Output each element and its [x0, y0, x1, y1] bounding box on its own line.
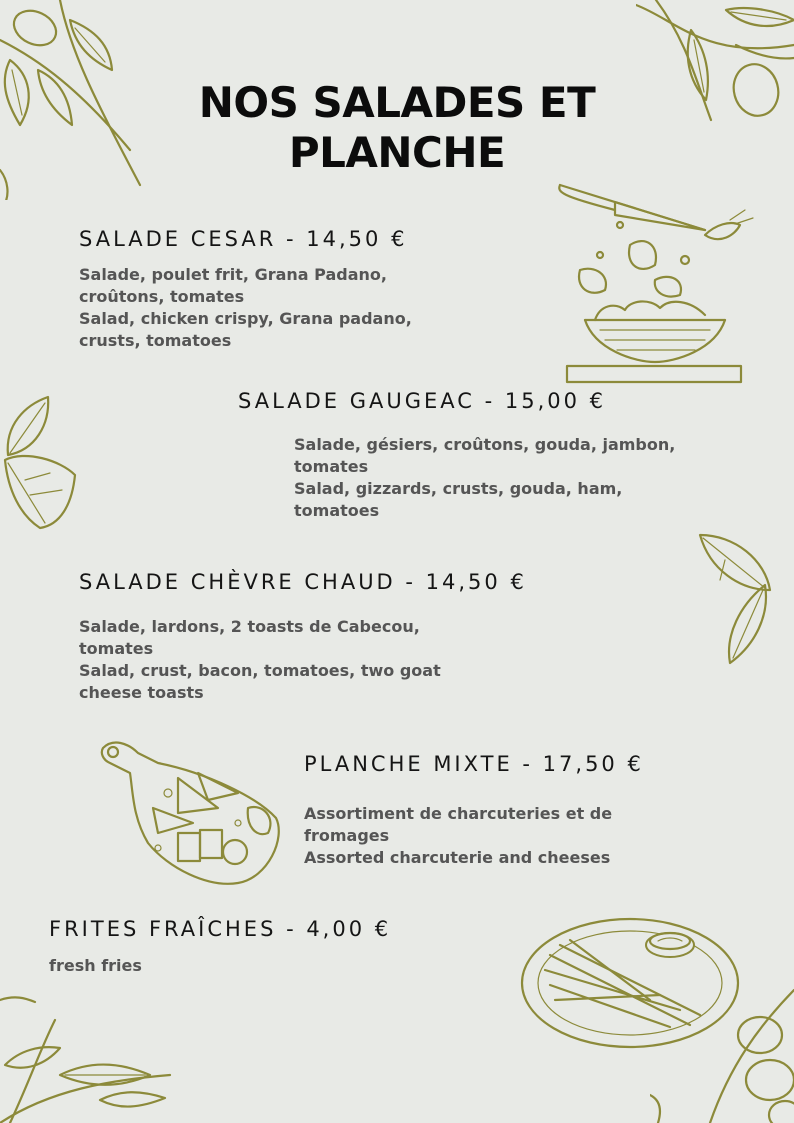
fries-plate-icon: [520, 915, 742, 1050]
desc-line: croûtons, tomates: [79, 287, 245, 306]
desc-line: crusts, tomatoes: [79, 331, 232, 350]
desc-line: Salad, gizzards, crusts, gouda, ham,: [294, 479, 623, 498]
desc-line: Assortiment de charcuteries et de: [304, 804, 613, 823]
title-line-1: NOS SALADES ET: [198, 78, 596, 127]
desc-line: Salade, gésiers, croûtons, gouda, jambon,: [294, 435, 676, 454]
desc-line: fromages: [304, 826, 390, 845]
menu-item-description: [79, 264, 412, 352]
salad-bowl-icon: [555, 180, 760, 390]
desc-line: cheese toasts: [79, 683, 204, 702]
menu-item-title: FRITES FRAÎCHES - 4,00 €: [49, 917, 392, 941]
desc-line: Salade, poulet frit, Grana Padano,: [79, 265, 387, 284]
desc-line: Salad, chicken crispy, Grana padano,: [79, 309, 412, 328]
menu-item-title: SALADE CHÈVRE CHAUD - 14,50 €: [79, 570, 527, 594]
desc-line: tomatoes: [294, 501, 380, 520]
page-title: [0, 78, 794, 178]
desc-line: tomates: [294, 457, 369, 476]
menu-item-description: [294, 434, 675, 522]
cheese-board-icon: [98, 738, 288, 888]
title-line-2: PLANCHE: [288, 128, 506, 177]
menu-item-title: SALADE CESAR - 14,50 €: [79, 227, 408, 251]
menu-item-title: PLANCHE MIXTE - 17,50 €: [304, 752, 644, 776]
desc-line: Salade, lardons, 2 toasts de Cabecou,: [79, 617, 420, 636]
basil-leaf-icon: [695, 530, 775, 665]
basil-leaf-icon: [0, 395, 80, 530]
menu-item-description: [49, 955, 142, 977]
desc-line: tomates: [79, 639, 154, 658]
menu-item-description: [79, 616, 441, 704]
menu-item-description: [304, 803, 612, 869]
desc-line: Assorted charcuterie and cheeses: [304, 848, 611, 867]
menu-item-title: SALADE GAUGEAC - 15,00 €: [238, 389, 607, 413]
desc-line: Salad, crust, bacon, tomatoes, two goat: [79, 661, 441, 680]
olive-branch-icon: [0, 990, 175, 1123]
desc-line: fresh fries: [49, 956, 142, 975]
